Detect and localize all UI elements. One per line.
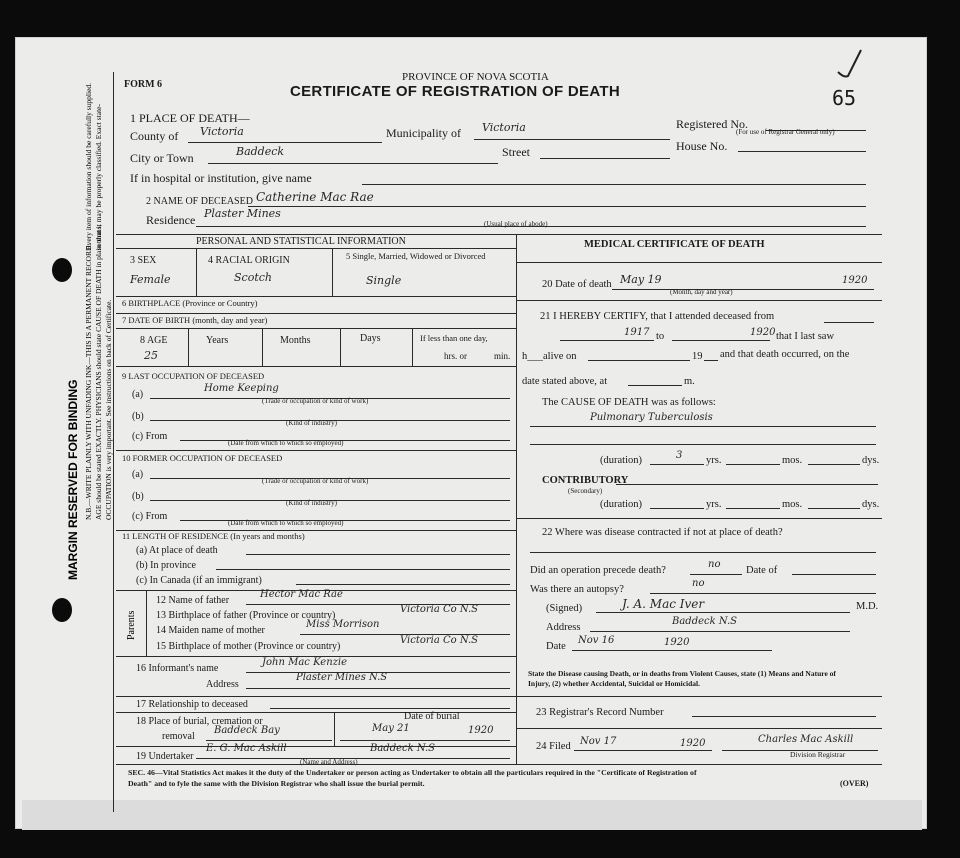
footer-line-1: SEC. 46—Vital Statistics Act makes it the duty of the Undertaker or person acting as Undertaker to obtain all the particulars required in the "Certificate of Registration of — [128, 768, 697, 777]
burial-place-label: 18 Place of burial, cremation or — [136, 716, 263, 727]
medical-rule-2 — [516, 518, 882, 519]
burial-place-value: Baddeck Bay — [214, 725, 280, 736]
age-divider-2 — [262, 328, 263, 366]
filed-label: 24 Filed — [536, 741, 571, 752]
residence-province-line — [216, 569, 510, 570]
medical-rule-1 — [516, 300, 882, 301]
date-stated-line — [628, 385, 682, 386]
place-of-death-label: 1 PLACE OF DEATH— — [130, 111, 250, 125]
certificate-year: 1920 — [664, 637, 690, 648]
signed-line — [596, 612, 850, 613]
medical-header-rule — [516, 262, 882, 263]
operation-label: Did an operation precede death? — [530, 565, 666, 576]
alive-on-line — [588, 360, 690, 361]
municipality-line — [474, 139, 670, 140]
former-b-note: (Kind of industry) — [286, 499, 337, 507]
abode-note: (Usual place of abode) — [484, 220, 548, 228]
margin-rule — [113, 72, 114, 812]
duration-dys-line — [808, 464, 860, 465]
state-note-1: State the Disease causing Death, or in deaths from Violent Causes, state (1) Means and Nature of — [528, 669, 836, 678]
occ-c-label: (c) From — [132, 431, 168, 442]
certify-line — [824, 322, 874, 323]
racial-origin-value: Scotch — [234, 271, 272, 284]
residence-canada-line — [296, 584, 510, 585]
age-divider-4 — [412, 328, 413, 366]
months-label: Months — [280, 335, 311, 346]
underlying-page — [22, 800, 922, 830]
dys-label: dys. — [862, 455, 880, 466]
father-name-label: 12 Name of father — [156, 595, 230, 606]
municipality-label: Municipality of — [386, 126, 461, 140]
occ-a-note: (Trade or occupation or kind of work) — [262, 397, 369, 405]
address-label: Address — [546, 622, 581, 633]
attended-from-year: 1917 — [624, 327, 650, 338]
margin-note-2: AGE should be stated EXACTLY. PHYSICIANS should state CAUSE OF DEATH in plain terms, — [94, 224, 103, 520]
death-year-value: 1920 — [842, 275, 868, 286]
margin-note-1: N.B.—WRITE PLAINLY WITH UNFADING INK—THIS IS A PERMANENT RECORD. — [84, 243, 93, 520]
medical-rule-3 — [516, 696, 882, 697]
footer-line-2: Death" and to fyle the same with the Division Registrar who shall issue the burial permit. — [128, 779, 425, 788]
house-no-line — [738, 151, 866, 152]
operation-answer: no — [708, 559, 721, 570]
personal-header-rule — [116, 248, 516, 249]
date-label: Date — [546, 641, 566, 652]
q22-label: 22 Where was disease contracted if not at place of death? — [542, 527, 783, 538]
medical-header: MEDICAL CERTIFICATE OF DEATH — [584, 239, 765, 250]
m-label: m. — [684, 376, 695, 387]
md-label: M.D. — [856, 601, 879, 612]
former-c-label: (c) From — [132, 511, 168, 522]
yrs-2-label: yrs. — [706, 499, 722, 510]
last-saw-label: that I last saw — [776, 331, 835, 342]
personal-header: PERSONAL AND STATISTICAL INFORMATION — [196, 236, 406, 247]
last-occupation-label: 9 LAST OCCUPATION OF DECEASED — [122, 371, 265, 381]
mother-birthplace-label: 15 Birthplace of mother (Province or country) — [156, 641, 341, 652]
birthplace-label: 6 BIRTHPLACE (Province or Country) — [122, 298, 258, 308]
duration-label: (duration) — [600, 455, 642, 466]
certify-label: 21 I HEREBY CERTIFY, that I attended deceased from — [540, 311, 775, 322]
record-number-line — [692, 716, 876, 717]
date-of-death-note: (Month, day and year) — [670, 288, 733, 296]
date-stated-label: date stated above, at — [522, 376, 608, 387]
marital-label: 5 Single, Married, Widowed or Divorced — [346, 251, 486, 261]
record-number-label: 23 Registrar's Record Number — [536, 707, 664, 718]
occ-b-label: (b) — [132, 411, 144, 422]
street-line — [540, 158, 670, 159]
from-line — [560, 340, 654, 341]
former-a-note: (Trade or occupation or kind of work) — [262, 477, 369, 485]
dys-2-label: dys. — [862, 499, 880, 510]
date-of-death-line — [612, 289, 874, 290]
margin-note-4: Every item of information should be carefully supplied. — [84, 82, 93, 250]
removal-label: removal — [162, 731, 195, 742]
division-registrar-label: Division Registrar — [790, 750, 846, 759]
row-rule-9 — [116, 696, 516, 697]
informant-address: Plaster Mines N.S — [296, 672, 388, 683]
sex-value: Female — [130, 273, 171, 286]
row-rule-5 — [116, 450, 516, 451]
row-rule-2 — [116, 313, 516, 314]
attended-to-year: 1920 — [750, 327, 776, 338]
occurred-label: and that death occurred, on the — [720, 349, 850, 360]
alive-on-label: h___alive on — [522, 351, 577, 362]
physician-address-line — [590, 631, 850, 632]
burial-date-value: May 21 — [372, 723, 410, 734]
duration-years-value: 3 — [676, 450, 683, 461]
residence-province-label: (b) In province — [136, 560, 196, 571]
informant-name: John Mac Kenzie — [262, 657, 348, 668]
name-of-deceased-label: 2 NAME OF DECEASED — [146, 196, 253, 207]
occ-b-note: (Kind of industry) — [286, 419, 337, 427]
length-of-residence-label: 11 LENGTH OF RESIDENCE (In years and months) — [122, 531, 305, 541]
duration-2-dys-line — [808, 508, 860, 509]
q22-line — [530, 552, 876, 553]
yrs-label: yrs. — [706, 455, 722, 466]
city-label: City or Town — [130, 151, 194, 165]
age-value: 25 — [144, 349, 158, 362]
state-note-2: Injury, (2) whether Accidental, Suicidal or Homicidal. — [528, 679, 701, 688]
city-line — [208, 163, 498, 164]
min-label: min. — [494, 351, 511, 361]
residence-label: Residence — [146, 213, 196, 227]
row-rule-3 — [116, 328, 516, 329]
footer-rule — [116, 764, 882, 765]
parents-divider — [146, 590, 147, 656]
physician-signature: J. A. Mac Iver — [622, 597, 705, 611]
former-b-label: (b) — [132, 491, 144, 502]
table-top-rule — [116, 234, 882, 235]
county-line — [188, 142, 382, 143]
contributory-line — [616, 484, 878, 485]
binding-hole-top — [52, 258, 72, 282]
hospital-line — [362, 184, 866, 185]
sex-label: 3 SEX — [130, 255, 157, 266]
relationship-label: 17 Relationship to deceased — [136, 699, 248, 710]
row-rule-1 — [116, 296, 516, 297]
binding-hole-bottom — [52, 598, 72, 622]
former-c-note: (Date from which to which so employed) — [228, 519, 344, 527]
mother-birthplace-value: Victoria Co N.S — [400, 635, 478, 646]
hrs-label: hrs. or — [444, 351, 467, 361]
less-than-day-label: If less than one day, — [420, 333, 488, 343]
margin-note-5: so that it may be properly classified. Exact state- — [94, 104, 103, 250]
date-of-label: Date of — [746, 565, 778, 576]
mother-name-label: 14 Maiden name of mother — [156, 625, 265, 636]
operation-line — [690, 574, 742, 575]
nineteen-line — [704, 360, 718, 361]
registered-no-note: (For use of Registrar General only) — [736, 128, 835, 136]
deceased-name-line — [248, 206, 866, 207]
informant-label: 16 Informant's name — [136, 663, 219, 674]
parents-label: Parents — [126, 610, 137, 640]
relationship-line — [270, 708, 510, 709]
margin-binding-label: MARGIN RESERVED FOR BINDING — [66, 379, 80, 580]
burial-divider — [334, 712, 335, 746]
province-heading: PROVINCE OF NOVA SCOTIA — [402, 71, 549, 83]
burial-date-line — [340, 740, 510, 741]
dob-label: 7 DATE OF BIRTH (month, day and year) — [122, 315, 268, 325]
duration-2-label: (duration) — [600, 499, 642, 510]
row-rule-11 — [116, 746, 516, 747]
medical-rule-4 — [516, 728, 882, 729]
father-birthplace-value: Victoria Co N.S — [400, 604, 478, 615]
column-divider — [516, 234, 517, 764]
occ-a-label: (a) — [132, 389, 144, 400]
mother-name-value: Miss Morrison — [306, 619, 380, 630]
racial-origin-label: 4 RACIAL ORIGIN — [208, 255, 290, 266]
burial-place-line — [206, 740, 332, 741]
informant-address-line — [246, 688, 510, 689]
margin-note-3: OCCUPATION is very important. See instructions on back of Certificate. — [104, 299, 113, 520]
signed-label: (Signed) — [546, 603, 583, 614]
form-number: FORM 6 — [124, 79, 163, 90]
informant-address-label: Address — [206, 679, 239, 690]
filed-year: 1920 — [680, 738, 706, 749]
certificate-date: Nov 16 — [578, 635, 615, 646]
undertaker-label: 19 Undertaker — [136, 751, 194, 762]
autopsy-answer: no — [692, 578, 705, 589]
municipality-value: Victoria — [482, 121, 526, 134]
autopsy-label: Was there an autopsy? — [530, 584, 624, 595]
father-name-value: Hector Mac Rae — [260, 589, 343, 600]
cause-line-2 — [530, 444, 876, 445]
marital-value: Single — [366, 274, 402, 287]
duration-2-mos-line — [726, 508, 780, 509]
date-of-death-value: May 19 — [620, 273, 662, 286]
mos-2-label: mos. — [782, 499, 803, 510]
former-occupation-label: 10 FORMER OCCUPATION OF DECEASED — [122, 453, 283, 463]
burial-year-value: 1920 — [468, 725, 494, 736]
certificate-title: CERTIFICATE OF REGISTRATION OF DEATH — [290, 83, 620, 100]
row-rule-4 — [116, 366, 516, 367]
to-label: to — [656, 331, 665, 342]
hospital-label: If in hospital or institution, give name — [130, 171, 312, 185]
secondary-note: (Secondary) — [568, 487, 603, 495]
residence-place-label: (a) At place of death — [136, 545, 218, 556]
filed-line — [574, 750, 712, 751]
residence-canada-label: (c) In Canada (if an immigrant) — [136, 575, 262, 586]
cause-of-death-label: The CAUSE OF DEATH was as follows: — [542, 397, 716, 408]
date-of-burial-label: Date of burial — [404, 711, 460, 722]
registered-no-label: Registered No. — [676, 117, 748, 131]
street-label: Street — [502, 145, 530, 159]
cause-line-1 — [530, 426, 876, 427]
autopsy-line — [650, 593, 876, 594]
age-label: 8 AGE — [140, 335, 168, 346]
registrar-signature: Charles Mac Askill — [758, 734, 854, 745]
residence-value: Plaster Mines — [204, 207, 281, 220]
date-of-line — [792, 574, 876, 575]
registration-number-stamp: 65 — [832, 86, 857, 110]
sex-divider — [196, 248, 197, 296]
father-birthplace-label: 13 Birthplace of father (Province or country) — [156, 610, 336, 621]
days-label: Days — [360, 333, 381, 344]
mos-label: mos. — [782, 455, 803, 466]
occupation-value: Home Keeping — [204, 383, 279, 394]
house-no-label: House No. — [676, 139, 728, 153]
deceased-name: Catherine Mac Rae — [256, 190, 374, 204]
duration-mos-line — [726, 464, 780, 465]
filed-date: Nov 17 — [580, 736, 617, 747]
occ-c-note: (Date from which to which so employed) — [228, 439, 344, 447]
footer-over: (OVER) — [840, 779, 869, 788]
duration-yrs-line — [650, 464, 704, 465]
certificate-date-line — [572, 650, 772, 651]
county-value: Victoria — [200, 125, 244, 138]
nineteen-label: 19 — [692, 351, 703, 362]
undertaker-name: E. G. Mac Askill — [206, 743, 287, 754]
contributory-label: CONTRIBUTORY — [542, 475, 629, 486]
county-label: County of — [130, 129, 179, 143]
age-divider-1 — [188, 328, 189, 366]
cause-of-death-value: Pulmonary Tuberculosis — [590, 412, 713, 423]
undertaker-address: Baddeck N.S — [370, 743, 436, 754]
physician-address: Baddeck N.S — [672, 616, 738, 627]
former-a-label: (a) — [132, 469, 144, 480]
years-label: Years — [206, 335, 229, 346]
undertaker-note: (Name and Address) — [300, 758, 358, 766]
duration-2-yrs-line — [650, 508, 704, 509]
check-mark-icon — [834, 48, 864, 82]
residence-place-line — [246, 554, 510, 555]
age-divider-3 — [340, 328, 341, 366]
city-value: Baddeck — [236, 145, 285, 158]
date-of-death-label: 20 Date of death — [542, 279, 612, 290]
to-line — [672, 340, 770, 341]
race-divider — [332, 248, 333, 296]
